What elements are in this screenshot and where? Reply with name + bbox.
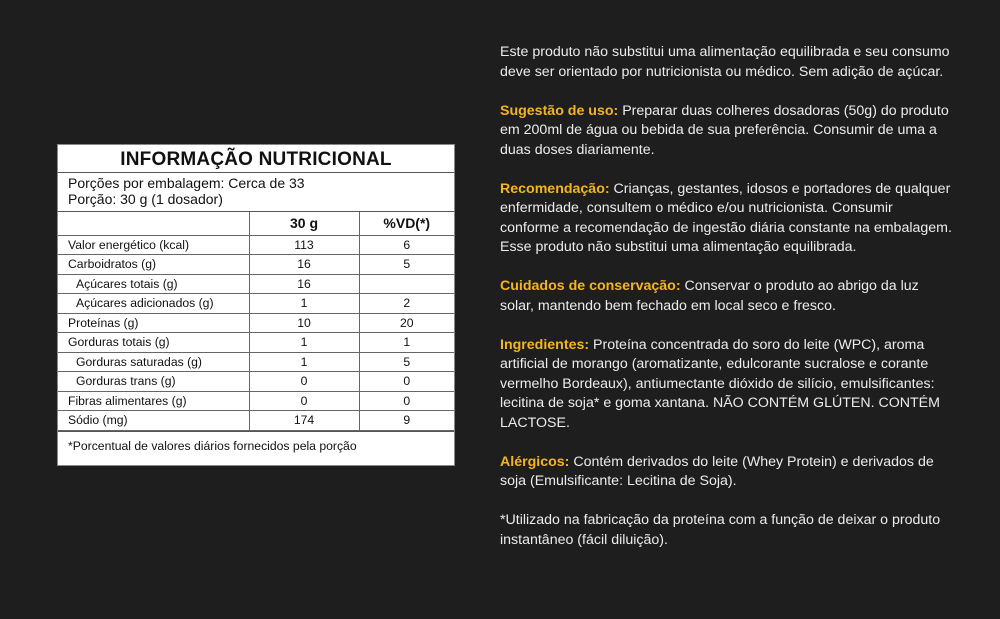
nutrient-vd: 0 [359, 391, 454, 411]
nutrient-name: Fibras alimentares (g) [58, 391, 249, 411]
nutrient-amount: 10 [249, 313, 359, 333]
table-row [58, 372, 454, 392]
recommendation-label: Recomendação: [500, 180, 610, 197]
nutrient-vd: 2 [359, 294, 454, 314]
nutrient-vd [359, 274, 454, 294]
care-text: Conservar o produto ao abrigo da luz solar, mantendo bem fechado em local seco e fresco. [500, 278, 919, 314]
nutrient-name: Gorduras saturadas (g) [58, 352, 249, 372]
portion-info [58, 173, 454, 212]
header-empty [58, 212, 249, 235]
nutrient-vd: 5 [359, 352, 454, 372]
table-row [58, 255, 454, 275]
nutrition-grid [58, 212, 454, 431]
nutrient-name: Açúcares adicionados (g) [58, 294, 249, 314]
table-row [58, 411, 454, 431]
nutrient-vd: 5 [359, 255, 454, 275]
care-label: Cuidados de conservação: [500, 278, 681, 294]
nutrient-amount: 1 [249, 294, 359, 314]
allergens-text: Contém derivados do leite (Whey Protein) e derivados de soja (Emulsificante: Lecitina de Soja). [500, 453, 934, 489]
nutrient-vd: 0 [359, 372, 454, 392]
portions-per-package: Porções por embalagem: Cerca de 33 [68, 175, 305, 191]
table-header-row [58, 212, 454, 235]
allergens-paragraph [500, 453, 955, 492]
nutrient-name: Carboidratos (g) [58, 255, 249, 275]
nutrition-facts-table [57, 144, 455, 466]
nutrient-amount: 174 [249, 411, 359, 431]
table-row [58, 294, 454, 314]
nutrient-vd: 6 [359, 235, 454, 255]
care-paragraph [500, 277, 955, 316]
allergens-label: Alérgicos: [500, 453, 570, 470]
nutrient-amount: 113 [249, 235, 359, 255]
nutrient-amount: 0 [249, 372, 359, 392]
table-row [58, 333, 454, 353]
nutrient-vd: 9 [359, 411, 454, 431]
usage-text: Preparar duas colheres dosadoras (50g) do produto em 200ml de água ou bebida de sua preferência. Consumir de uma a duas doses diariamente. [500, 102, 949, 158]
nutrient-name: Gorduras totais (g) [58, 333, 249, 353]
nutrient-name: Gorduras trans (g) [58, 372, 249, 392]
nutrient-amount: 16 [249, 255, 359, 275]
ingredients-text: Proteína concentrada do soro do leite (WPC), aroma artificial de morango (aromatizante, edulcorante sucralose e corante vermelho Bordeaux), antiumectante dióxido de silício, emulsificantes: lecitina de soja* e goma xantana. NÃO CONTÉM GLÚTEN. CONTÉM LACTOSE. [500, 336, 940, 431]
intro-paragraph: Este produto não substitui uma alimentação equilibrada e seu consumo deve ser orientado por nutricionista ou médico. Sem adição de açúcar. [500, 44, 950, 80]
usage-paragraph [500, 102, 955, 161]
header-vd: %VD(*) [359, 212, 454, 235]
product-info-text [500, 43, 955, 570]
table-row [58, 352, 454, 372]
nutrient-amount: 0 [249, 391, 359, 411]
footnote-paragraph: *Utilizado na fabricação da proteína com a função de deixar o produto instantâneo (fácil diluição). [500, 512, 941, 548]
recommendation-paragraph [500, 180, 955, 258]
table-row [58, 313, 454, 333]
nutrient-name: Açúcares totais (g) [58, 274, 249, 294]
ingredients-label: Ingredientes: [500, 336, 590, 353]
nutrient-vd: 20 [359, 313, 454, 333]
nutrient-amount: 16 [249, 274, 359, 294]
table-row [58, 274, 454, 294]
nutrient-vd: 1 [359, 333, 454, 353]
nutrient-name: Sódio (mg) [58, 411, 249, 431]
table-footnote: *Porcentual de valores diários fornecidos pela porção [58, 431, 454, 465]
header-amount: 30 g [249, 212, 359, 235]
nutrient-name: Valor energético (kcal) [58, 235, 249, 255]
table-row [58, 391, 454, 411]
table-row [58, 235, 454, 255]
recommendation-text: Crianças, gestantes, idosos e portadores de qualquer enfermidade, consultem o médico e/ou nutricionista. Consumir conforme a recomendação de ingestão diária constante na embalagem. Esse produto não substitui uma alimentação equilibrada. [500, 180, 952, 255]
nutrient-amount: 1 [249, 333, 359, 353]
portion-size: Porção: 30 g (1 dosador) [68, 191, 223, 207]
ingredients-paragraph [500, 336, 955, 434]
nutrient-amount: 1 [249, 352, 359, 372]
nutrient-name: Proteínas (g) [58, 313, 249, 333]
nutrition-title: INFORMAÇÃO NUTRICIONAL [58, 145, 454, 173]
usage-label: Sugestão de uso: [500, 102, 619, 119]
